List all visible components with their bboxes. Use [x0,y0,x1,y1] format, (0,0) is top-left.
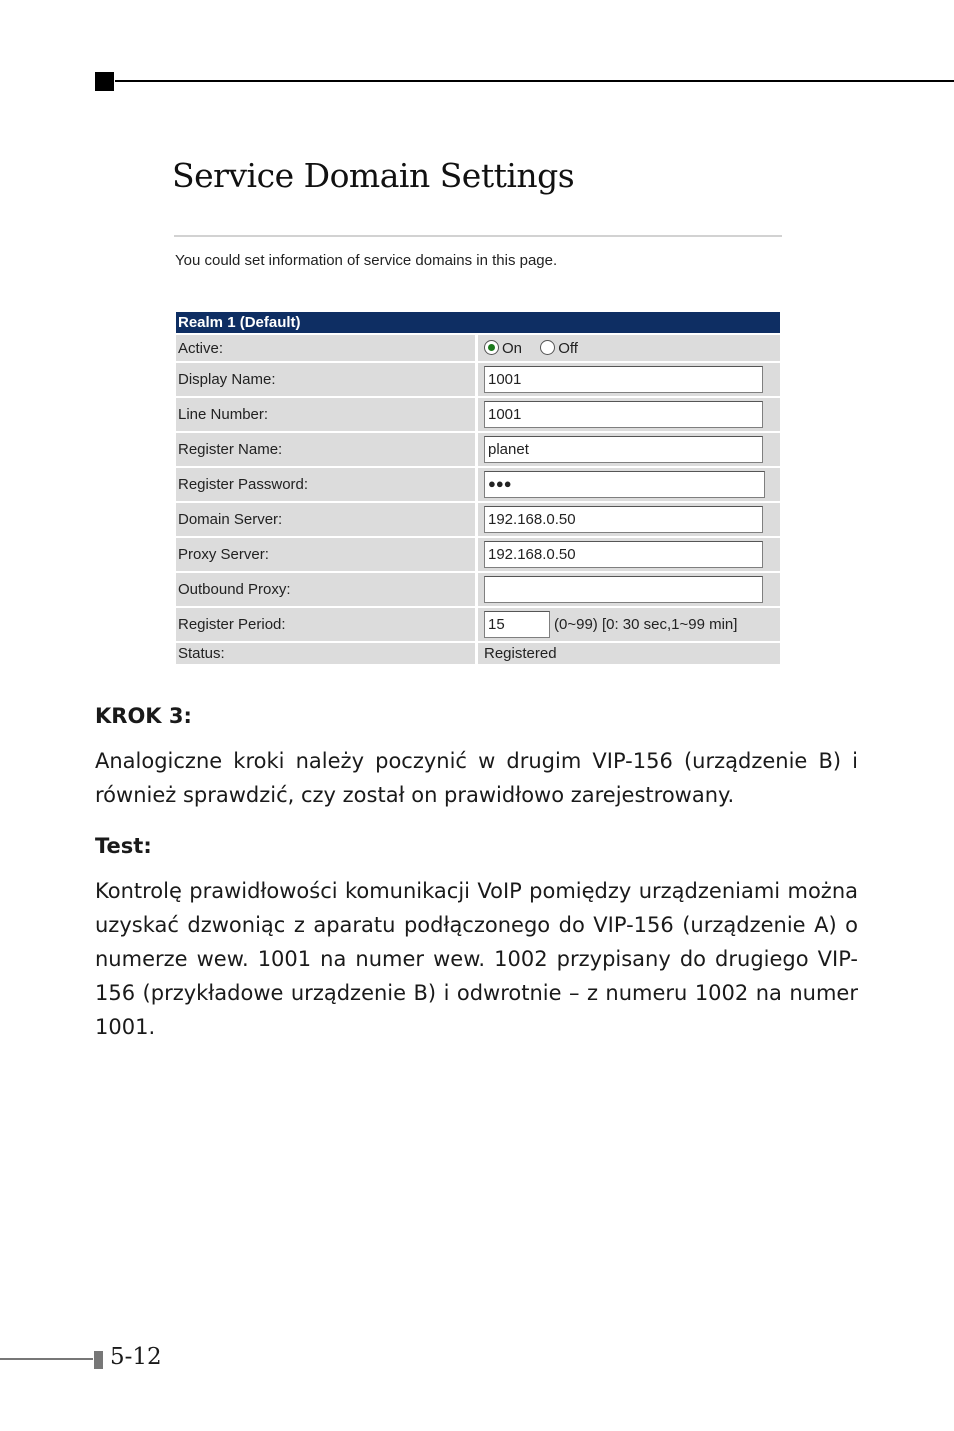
table-row [176,335,780,361]
register-period-label: Register Period: [176,608,478,641]
header-square-marker [95,72,114,91]
display-name-label: Display Name: [176,363,478,396]
active-off-label: Off [558,339,578,357]
realm-header: Realm 1 (Default) [176,312,780,333]
register-password-label: Register Password: [176,468,478,501]
step3-heading: KROK 3: [95,704,192,728]
domain-server-input[interactable]: 192.168.0.50 [484,506,763,533]
table-row [176,503,780,536]
line-number-input[interactable]: 1001 [484,401,763,428]
table-row [176,608,780,641]
proxy-server-input[interactable]: 192.168.0.50 [484,541,763,568]
page-number: 5-12 [110,1344,162,1370]
display-name-input[interactable]: 1001 [484,366,763,393]
table-row [176,398,780,431]
outbound-proxy-label: Outbound Proxy: [176,573,478,606]
table-row [176,538,780,571]
register-period-input[interactable]: 15 [484,611,550,638]
screenshot-title: Service Domain Settings [172,156,575,195]
register-period-hint: (0~99) [0: 30 sec,1~99 min] [554,616,738,633]
line-number-label: Line Number: [176,398,478,431]
footer-block-marker [94,1351,103,1369]
screenshot-description: You could set information of service domains in this page. [175,252,558,269]
step3-paragraph: Analogiczne kroki należy poczynić w drugim VIP-156 (urządzenie B) i również sprawdzić, czy został on prawidłowo zarejestrowany. [95,749,858,807]
register-name-label: Register Name: [176,433,478,466]
screenshot-divider [174,235,782,237]
test-paragraph: Kontrolę prawidłowości komunikacji VoIP pomiędzy urządzeniami można uzyskać dzwoniąc z aparatu podłączonego do VIP-156 (urządzenie A) o numerze wew. 1001 na numer wew. 1002 przypisany do drugiego VIP-156 (przykładowe urządzenie B) i odwrotnie – z numeru 1002 na numer 1001. [95,879,858,1039]
test-heading: Test: [95,834,152,858]
active-radio-group [478,335,780,361]
register-password-input[interactable]: ●●● [484,471,765,498]
active-on-radio[interactable] [484,340,499,355]
proxy-server-label: Proxy Server: [176,538,478,571]
realm-settings-table [176,310,780,666]
register-name-input[interactable]: planet [484,436,763,463]
table-row [176,433,780,466]
footer-rule [0,1358,93,1360]
status-value: Registered [478,643,780,664]
status-label: Status: [176,643,478,664]
table-row [176,573,780,606]
table-row [176,468,780,501]
header-rule [115,80,954,82]
outbound-proxy-input[interactable] [484,576,763,603]
active-label: Active: [176,335,478,361]
table-row [176,363,780,396]
active-off-radio[interactable] [540,340,555,355]
domain-server-label: Domain Server: [176,503,478,536]
active-on-label: On [502,339,523,357]
table-row [176,643,780,664]
